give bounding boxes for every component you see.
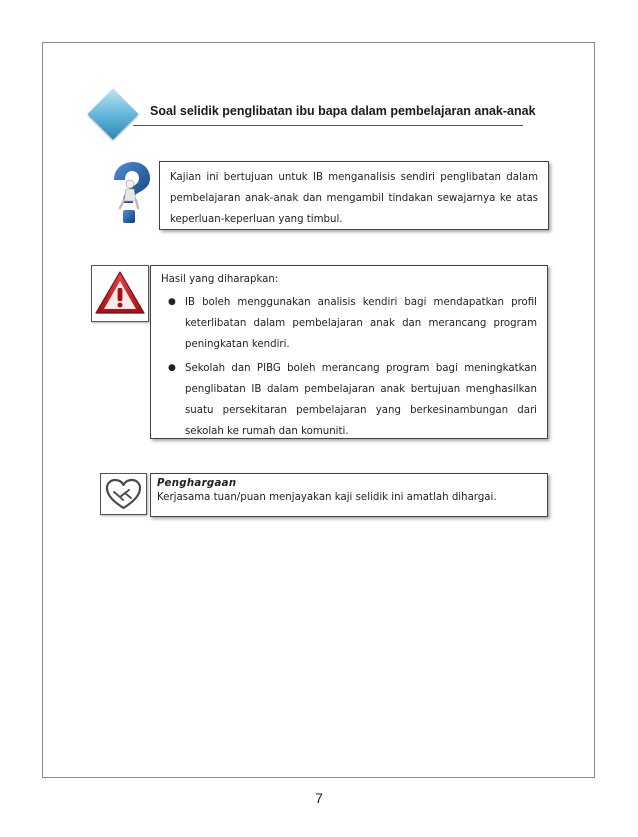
list-item [168,358,537,442]
appreciation-title: Penghargaan [157,478,237,489]
section-title: Soal selidik penglibatan ibu bapa dalam pembelajaran anak-anak [150,104,536,118]
list-item [168,292,537,355]
bullet-icon: ● [168,363,176,373]
page-number: 7 [315,790,323,806]
intro-text: Kajian ini bertujuan untuk IB menganalisis sendiri penglibatan dalam pembelajaran anak-anak dan mengambil tindakan sewajarnya ke atas keperluan-keperluan yang timbul. [170,172,538,225]
appreciation-text: Kerjasama tuan/puan menjayakan kaji selidik ini amatlah dihargai. [157,492,497,503]
question-mark-figure-icon [106,160,152,231]
appreciation-box [150,473,548,517]
expected-list [161,292,537,442]
list-item-text: Sekolah dan PIBG boleh merancang program bagi meningkatkan penglibatan IB dalam pembelajaran anak bertujuan menghasilkan suatu persekitaran pembelajaran yang berkesinambungan dari sekolah ke rumah dan komuniti. [185,363,537,437]
handshake-heart-icon [100,473,147,515]
expected-results-box [150,265,548,439]
list-item-text: IB boleh menggunakan analisis kendiri bagi mendapatkan profil keterlibatan dalam pembelajaran anak dan merancang program peningkatan kendiri. [185,297,537,350]
expected-lead: Hasil yang diharapkan: [161,274,279,285]
warning-triangle-icon [91,265,149,322]
intro-box [159,161,549,230]
title-underline [133,125,523,126]
bullet-icon: ● [168,297,176,307]
